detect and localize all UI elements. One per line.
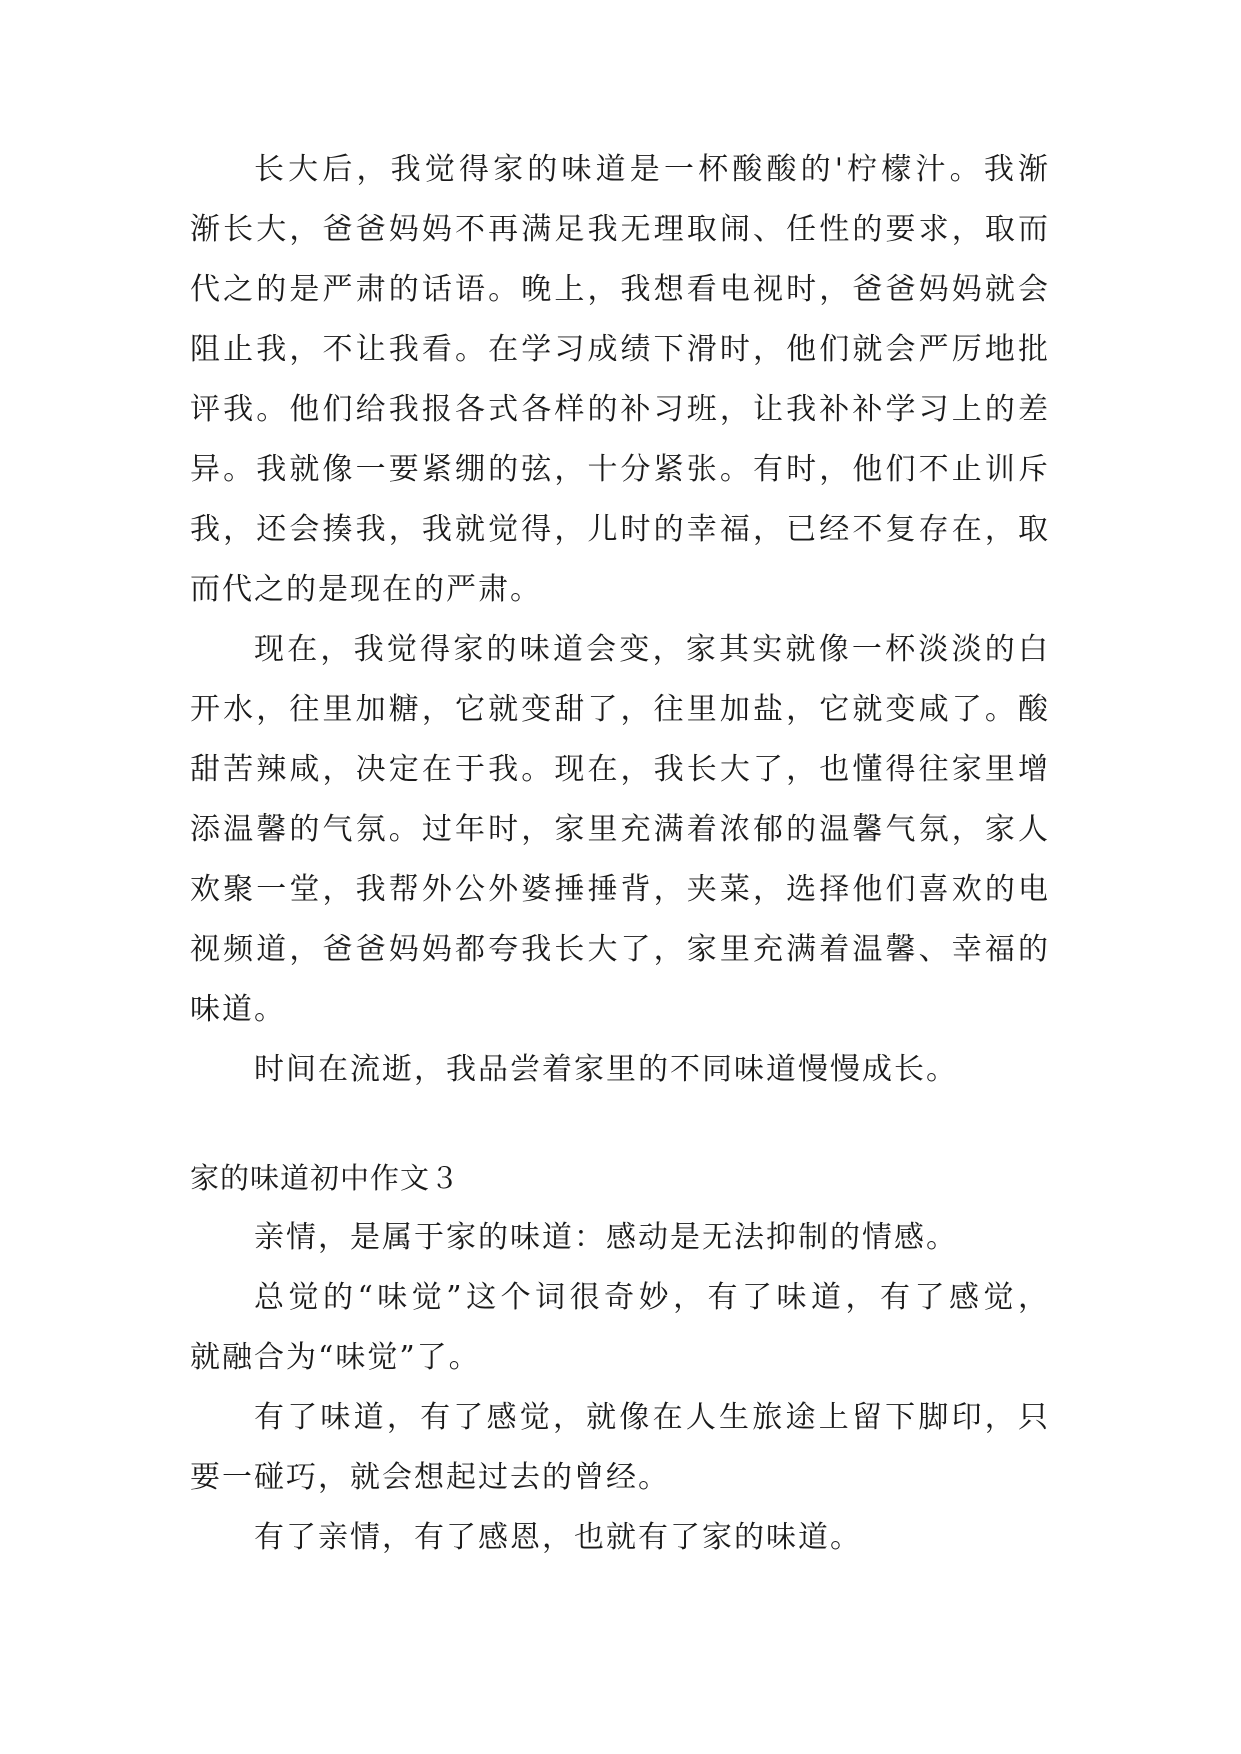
text-line: 渐长大，爸爸妈妈不再满足我无理取闹、任性的要求，取而 [190, 212, 1050, 247]
text-line: 添温馨的气氛。过年时，家里充满着浓郁的温馨气氛，家人 [190, 812, 1050, 847]
text-line: 亲情，是属于家的味道：感动是无法抑制的情感。 [254, 1220, 958, 1255]
text-line: 就融合为“味觉”了。 [190, 1340, 481, 1375]
text-line: 总觉的“味觉”这个词很奇妙，有了味道，有了感觉， [254, 1280, 1050, 1315]
text-line: 欢聚一堂，我帮外公外婆捶捶背，夹菜，选择他们喜欢的电 [190, 872, 1050, 907]
text-line: 异。我就像一要紧绷的弦，十分紧张。有时，他们不止训斥 [190, 452, 1050, 487]
text-line: 视频道，爸爸妈妈都夸我长大了，家里充满着温馨、幸福的 [190, 932, 1050, 967]
text-line: 长大后，我觉得家的味道是一杯酸酸的'柠檬汁。我渐 [254, 152, 1050, 187]
paragraph-4 [190, 1208, 1050, 1268]
paragraph-2 [190, 620, 1050, 1040]
text-line: 甜苦辣咸，决定在于我。现在，我长大了，也懂得往家里增 [190, 752, 1050, 787]
text-line: 要一碰巧，就会想起过去的曾经。 [190, 1460, 670, 1495]
text-line: 评我。他们给我报各式各样的补习班，让我补补学习上的差 [190, 392, 1050, 427]
paragraph-1 [190, 140, 1050, 620]
paragraph-7 [190, 1508, 1050, 1568]
paragraph-3 [190, 1040, 1050, 1100]
text-line: 我，还会揍我，我就觉得，儿时的幸福，已经不复存在，取 [190, 512, 1050, 547]
paragraph-5 [190, 1268, 1050, 1388]
text-line: 有了味道，有了感觉，就像在人生旅途上留下脚印，只 [254, 1400, 1050, 1435]
text-line: 代之的是严肃的话语。晚上，我想看电视时，爸爸妈妈就会 [190, 272, 1050, 307]
section-heading [190, 1148, 1050, 1208]
text-line: 而代之的是现在的严肃。 [190, 572, 542, 607]
paragraph-6 [190, 1388, 1050, 1508]
text-line: 开水，往里加糖，它就变甜了，往里加盐，它就变咸了。酸 [190, 692, 1050, 727]
text-line: 有了亲情，有了感恩，也就有了家的味道。 [254, 1520, 862, 1555]
section-title: 家的味道初中作文３ [190, 1161, 461, 1195]
text-line: 时间在流逝，我品尝着家里的不同味道慢慢成长。 [254, 1052, 958, 1087]
text-line: 味道。 [190, 992, 286, 1027]
text-line: 阻止我，不让我看。在学习成绩下滑时，他们就会严厉地批 [190, 332, 1050, 367]
section-gap [190, 1100, 1050, 1148]
essay-body [190, 140, 1050, 1568]
text-line: 现在，我觉得家的味道会变，家其实就像一杯淡淡的白 [254, 632, 1050, 667]
